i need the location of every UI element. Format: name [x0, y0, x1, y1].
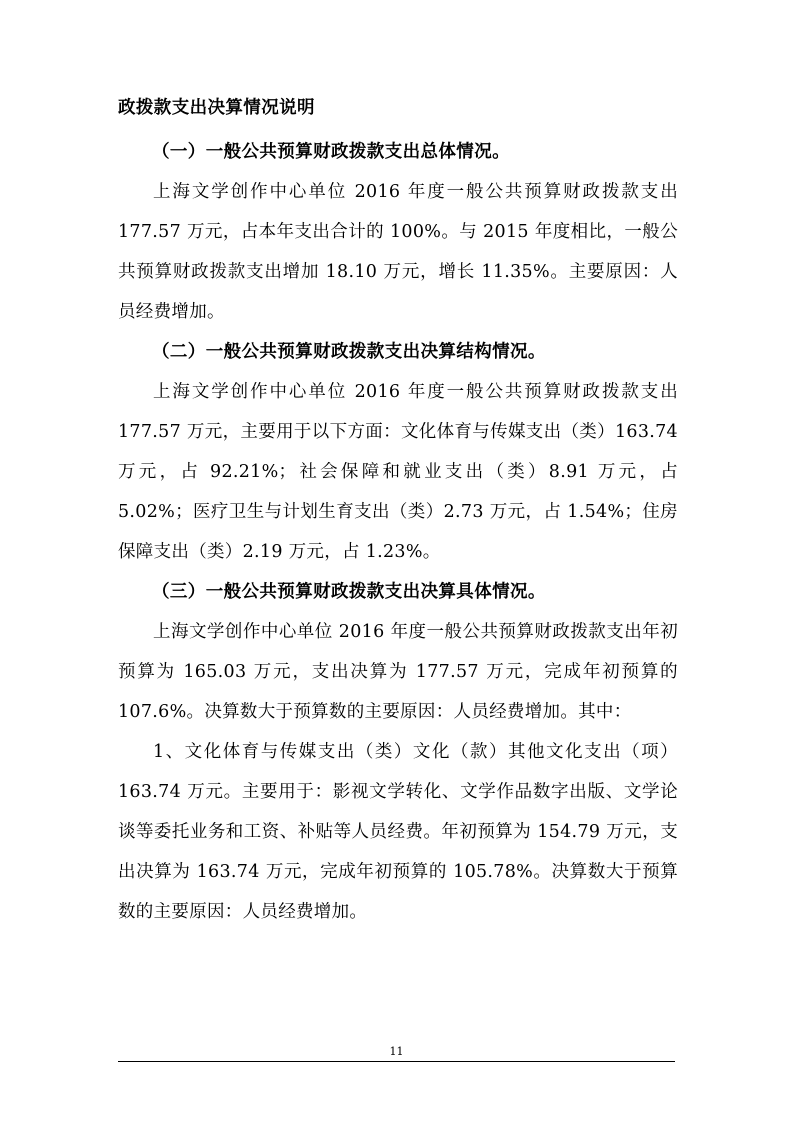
- section-paragraph-1-1: 上海文学创作中心单位 2016 年度一般公共预算财政拨款支出 177.57 万元，占本年支出合计的 100%。与 2015 年度相比，一般公共预算财政拨款支出增加 18.10 万元，增长 11.35%。主要原因：人员经费增加。: [118, 182, 678, 322]
- section-paragraph-3-2: 1、文化体育与传媒支出（类）文化（款）其他文化支出（项）163.74 万元。主要用于：影视文学转化、文学作品数字出版、文学论谈等委托业务和工资、补贴等人员经费。年初预算为 154.79 万元，支出决算为 163.74 万元，完成年初预算的 105.78%。决算数大于预算数的主要原因：人员经费增加。: [118, 742, 678, 922]
- section-heading-1: （一）一般公共预算财政拨款支出总体情况。: [152, 142, 510, 162]
- section-heading-3: （三）一般公共预算财政拨款支出决算具体情况。: [152, 582, 546, 602]
- page-title: 政拨款支出决算情况说明: [118, 98, 315, 118]
- footer-divider: [118, 1061, 675, 1062]
- section-paragraph-3-1: 上海文学创作中心单位 2016 年度一般公共预算财政拨款支出年初预算为 165.03 万元，支出决算为 177.57 万元，完成年初预算的 107.6%。决算数大于预算数的主要原因：人员经费增加。其中：: [118, 622, 678, 722]
- page-footer: [118, 1045, 675, 1062]
- document-body: [118, 88, 678, 932]
- page-number: 11: [389, 1045, 404, 1058]
- section-heading-2: （二）一般公共预算财政拨款支出决算结构情况。: [152, 342, 546, 362]
- section-paragraph-2-1: 上海文学创作中心单位 2016 年度一般公共预算财政拨款支出 177.57 万元，主要用于以下方面：文化体育与传媒支出（类）163.74 万元，占 92.21%；社会保障和就业支出（类）8.91 万元，占 5.02%；医疗卫生与计划生育支出（类）2.73 万元，占 1.54%；住房保障支出（类）2.19 万元，占 1.23%。: [118, 382, 678, 562]
